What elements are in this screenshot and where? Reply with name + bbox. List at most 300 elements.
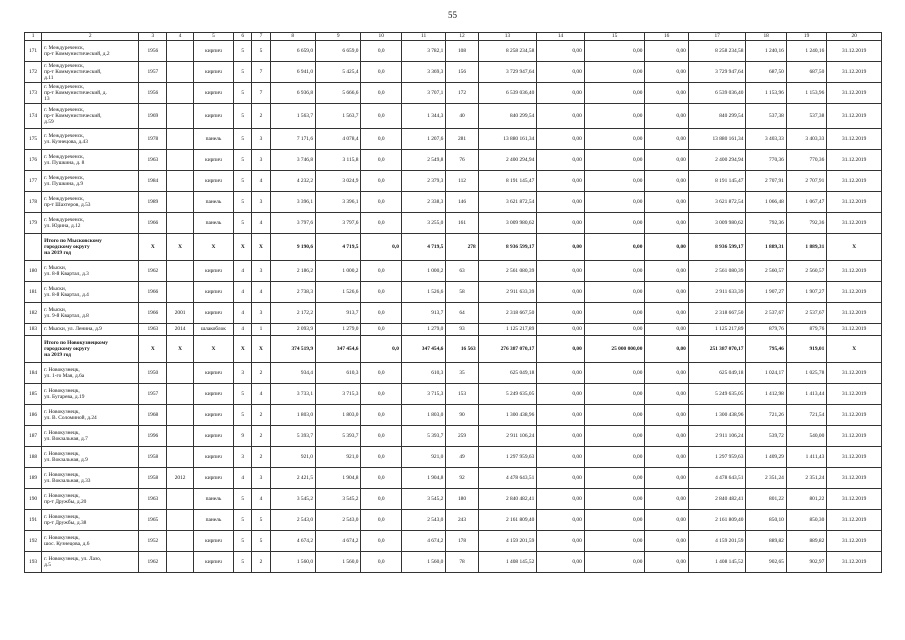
table-cell: 1 411,43	[786, 447, 826, 468]
address-cell: г. Мыски, ул. 9-й Квартал, д.8	[42, 303, 139, 324]
table-cell	[167, 531, 193, 552]
table-cell: X	[139, 234, 167, 261]
column-number: 13	[478, 33, 537, 41]
table-cell: 0,00	[584, 303, 645, 324]
table-cell: кирпич	[193, 104, 233, 129]
table-cell: 0,00	[584, 447, 645, 468]
table-cell: 5	[234, 531, 252, 552]
table-cell: 1 297 959,63	[478, 447, 537, 468]
table-row	[25, 129, 882, 150]
table-cell: 5 393,7	[401, 426, 445, 447]
table-cell: 180	[446, 489, 478, 510]
table-cell: 1 803,0	[316, 405, 361, 426]
table-cell: 2 561 080,39	[478, 261, 537, 282]
table-cell: 1957	[139, 62, 167, 83]
table-cell: X	[167, 234, 193, 261]
table-cell: 31.12.2019	[827, 192, 882, 213]
table-cell: 171	[25, 41, 42, 62]
column-number: 3	[139, 33, 167, 41]
table-cell: 0,00	[584, 363, 645, 384]
table-cell	[167, 552, 193, 573]
table-cell: 1 300 438,96	[478, 405, 537, 426]
column-number: 4	[167, 33, 193, 41]
table-cell: 0,00	[584, 261, 645, 282]
table-cell: 0,00	[537, 552, 584, 573]
table-cell: 2 318 667,50	[478, 303, 537, 324]
table-cell: 0,0	[361, 447, 401, 468]
table-cell: 278	[446, 234, 478, 261]
address-cell: г. Новокузнецк, ул. Лазо, д.5	[42, 552, 139, 573]
table-cell: 1 907,27	[746, 282, 786, 303]
table-cell: 0,00	[537, 192, 584, 213]
address-cell: г. Междуреченск, ул. Кузнецова, д.43	[42, 129, 139, 150]
table-cell: 1 024,17	[746, 363, 786, 384]
table-cell: 919,01	[786, 336, 826, 363]
table-cell: 1 413,44	[786, 384, 826, 405]
address-cell: г. Новокузнецк, пр-т Дружбы, д.38	[42, 510, 139, 531]
table-cell: 0,00	[645, 83, 688, 104]
table-cell: 25 000 000,00	[584, 336, 645, 363]
table-cell: 3 729 947,64	[478, 62, 537, 83]
table-cell: 0,00	[584, 150, 645, 171]
table-cell: 0,00	[645, 405, 688, 426]
table-cell: 0,00	[645, 192, 688, 213]
table-cell: 1 125 217,89	[478, 324, 537, 336]
table-cell: 0,00	[537, 336, 584, 363]
table-cell: 31.12.2019	[827, 261, 882, 282]
table-cell: 3 369,3	[401, 62, 445, 83]
table-cell: 1956	[139, 41, 167, 62]
table-cell: 31.12.2019	[827, 447, 882, 468]
table-cell: 1 279,0	[401, 324, 445, 336]
table-cell: 0,0	[361, 384, 401, 405]
table-cell: 1963	[139, 489, 167, 510]
table-row	[25, 531, 882, 552]
table-cell: кирпич	[193, 41, 233, 62]
table-cell: 0,00	[537, 363, 584, 384]
table-cell: 0,00	[645, 150, 688, 171]
column-number: 9	[316, 33, 361, 41]
table-cell: 2 351,24	[786, 468, 826, 489]
table-cell	[167, 282, 193, 303]
address-cell: г. Междуреченск, пр-т Коммунистический, д.11	[42, 62, 139, 83]
table-cell: 5	[234, 384, 252, 405]
table-cell: 0,0	[361, 192, 401, 213]
table-cell: 537,38	[746, 104, 786, 129]
table-cell: 1 344,3	[401, 104, 445, 129]
subtotal-row	[25, 336, 882, 363]
address-cell: г. Междуреченск, пр-т Коммунистический, д. 13	[42, 83, 139, 104]
table-cell: 186	[25, 405, 42, 426]
table-cell: 0,00	[584, 405, 645, 426]
table-cell: 2001	[167, 303, 193, 324]
table-row	[25, 171, 882, 192]
table-cell	[167, 363, 193, 384]
table-cell: 0,00	[645, 489, 688, 510]
table-cell: 921,0	[316, 447, 361, 468]
table-cell: 2 093,9	[270, 324, 315, 336]
table-cell: 3 782,1	[401, 41, 445, 62]
table-cell: 2 840 482,41	[478, 489, 537, 510]
table-cell: 2 161 809,40	[688, 510, 746, 531]
table-cell: X	[252, 234, 270, 261]
table-row	[25, 324, 882, 336]
table-cell: 78	[446, 552, 478, 573]
table-cell: 539,72	[746, 426, 786, 447]
table-cell	[167, 510, 193, 531]
table-cell: 0,0	[361, 531, 401, 552]
table-cell: 2014	[167, 324, 193, 336]
table-cell: 49	[446, 447, 478, 468]
table-cell: 0,00	[537, 426, 584, 447]
table-row	[25, 510, 882, 531]
table-cell	[167, 41, 193, 62]
table-cell: 31.12.2019	[827, 384, 882, 405]
table-cell: 1 904,8	[401, 468, 445, 489]
table-cell	[167, 129, 193, 150]
table-cell: 1958	[139, 468, 167, 489]
table-cell: 0,00	[645, 447, 688, 468]
table-cell: 6 659,0	[270, 41, 315, 62]
table-cell: 5	[252, 531, 270, 552]
table-row	[25, 62, 882, 83]
table-cell: 0,00	[584, 83, 645, 104]
table-cell: 0,00	[537, 129, 584, 150]
table-cell: 625 049,18	[478, 363, 537, 384]
table-cell: 3 396,1	[316, 192, 361, 213]
table-cell: 1 412,98	[746, 384, 786, 405]
table-cell: 1 803,0	[270, 405, 315, 426]
table-cell: 2 911 633,39	[478, 282, 537, 303]
table-cell: 0,0	[361, 83, 401, 104]
table-cell: 0,00	[645, 282, 688, 303]
table-cell: 1 889,31	[746, 234, 786, 261]
table-cell: 850,10	[746, 510, 786, 531]
table-cell: 156	[446, 62, 478, 83]
table-cell: 0,0	[361, 104, 401, 129]
table-cell: 0,00	[537, 171, 584, 192]
table-cell: 4	[234, 282, 252, 303]
table-cell: 0,0	[361, 405, 401, 426]
table-cell: 31.12.2019	[827, 531, 882, 552]
table-cell: 2 707,91	[746, 171, 786, 192]
table-cell: 3 009 980,62	[688, 213, 746, 234]
column-number: 18	[746, 33, 786, 41]
table-cell: 879,76	[746, 324, 786, 336]
table-cell: шлакоблок	[193, 324, 233, 336]
subtotal-row	[25, 234, 882, 261]
table-cell: 0,0	[361, 324, 401, 336]
table-cell: 721,26	[746, 405, 786, 426]
address-cell: г. Междуреченск, пр-т Коммунистический, д.59	[42, 104, 139, 129]
table-cell: 347 454,6	[401, 336, 445, 363]
table-cell: 6 659,0	[316, 41, 361, 62]
table-cell: 3 396,1	[270, 192, 315, 213]
table-cell: 1 025,78	[786, 363, 826, 384]
table-cell: 2	[252, 405, 270, 426]
table-row	[25, 303, 882, 324]
table-cell: 0,00	[584, 62, 645, 83]
table-cell: 0,00	[645, 171, 688, 192]
table-cell: 0,00	[537, 405, 584, 426]
table-cell: 4	[252, 489, 270, 510]
table-row	[25, 447, 882, 468]
table-cell: 1989	[139, 192, 167, 213]
address-cell: г. Новокузнецк, ул. Вокзальная, д.7	[42, 426, 139, 447]
table-cell: 3 746,8	[270, 150, 315, 171]
table-cell: 1 300 438,96	[688, 405, 746, 426]
table-row	[25, 192, 882, 213]
column-number: 10	[361, 33, 401, 41]
table-cell: кирпич	[193, 363, 233, 384]
table-cell	[167, 405, 193, 426]
table-cell: 185	[25, 384, 42, 405]
table-cell: 4	[234, 324, 252, 336]
table-cell: 0,00	[537, 468, 584, 489]
table-cell: 153	[446, 384, 478, 405]
table-cell: 259	[446, 426, 478, 447]
table-cell: кирпич	[193, 552, 233, 573]
table-row	[25, 83, 882, 104]
table-row	[25, 261, 882, 282]
table-cell: кирпич	[193, 261, 233, 282]
table-cell: 4 719,5	[401, 234, 445, 261]
table-cell: 4 674,2	[401, 531, 445, 552]
table-row	[25, 552, 882, 573]
table-cell: 172	[25, 62, 42, 83]
table-cell: 0,0	[361, 171, 401, 192]
table-cell: 1	[252, 324, 270, 336]
table-cell: 1 907,27	[786, 282, 826, 303]
table-cell: 176	[25, 150, 42, 171]
table-cell: 3 729 947,64	[688, 62, 746, 83]
table-row	[25, 282, 882, 303]
table-cell: 0,0	[361, 426, 401, 447]
table-cell: 3	[252, 261, 270, 282]
table-cell: 251 387 070,17	[688, 336, 746, 363]
table-cell: панель	[193, 129, 233, 150]
table-cell: 934,4	[270, 363, 315, 384]
table-cell: 1 408 145,52	[478, 552, 537, 573]
table-cell: 16 563	[446, 336, 478, 363]
table-cell: 1 563,7	[316, 104, 361, 129]
table-cell: 6 539 036,40	[688, 83, 746, 104]
table-cell: 174	[25, 104, 42, 129]
table-cell: 5 393,7	[316, 426, 361, 447]
table-cell	[167, 447, 193, 468]
table-cell: 2 537,67	[786, 303, 826, 324]
table-cell: 4 674,2	[316, 531, 361, 552]
column-number: 19	[786, 33, 826, 41]
table-cell: 0,00	[537, 150, 584, 171]
table-cell: 1 803,0	[401, 405, 445, 426]
table-cell: 31.12.2019	[827, 324, 882, 336]
table-cell	[167, 261, 193, 282]
table-cell: 0,00	[537, 531, 584, 552]
table-cell: 0,00	[584, 171, 645, 192]
table-cell: 31.12.2019	[827, 426, 882, 447]
table-cell: кирпич	[193, 171, 233, 192]
table-cell: 7 171,6	[270, 129, 315, 150]
column-number: 17	[688, 33, 746, 41]
address-cell: г. Новокузнецк, ул. 1-го Мая, д.6а	[42, 363, 139, 384]
table-row	[25, 468, 882, 489]
table-cell: 7	[252, 62, 270, 83]
table-cell: 5	[234, 405, 252, 426]
table-cell: 183	[25, 324, 42, 336]
table-cell	[167, 426, 193, 447]
table-cell: 1 066,48	[746, 192, 786, 213]
table-cell: X	[193, 234, 233, 261]
table-cell: кирпич	[193, 405, 233, 426]
table-cell: 4	[252, 282, 270, 303]
table-cell: 58	[446, 282, 478, 303]
table-cell: 63	[446, 261, 478, 282]
table-cell: 4	[234, 261, 252, 282]
table-cell: 0,00	[645, 468, 688, 489]
table-cell: 3	[234, 447, 252, 468]
table-cell: 5	[234, 510, 252, 531]
table-cell: 6 539 036,40	[478, 83, 537, 104]
table-cell: 189	[25, 468, 42, 489]
table-cell: 181	[25, 282, 42, 303]
table-cell: 8 258 234,58	[688, 41, 746, 62]
table-cell: 1 409,29	[746, 447, 786, 468]
table-cell: 3 115,8	[316, 150, 361, 171]
table-cell: 0,00	[537, 510, 584, 531]
table-cell: 1 279,0	[316, 324, 361, 336]
table-cell: 31.12.2019	[827, 171, 882, 192]
table-cell: X	[827, 336, 882, 363]
table-cell: 1996	[139, 426, 167, 447]
table-cell: 2 543,0	[316, 510, 361, 531]
table-cell: 0,00	[645, 324, 688, 336]
table-cell: 889,82	[786, 531, 826, 552]
table-cell: 687,50	[786, 62, 826, 83]
table-cell: 5 666,6	[316, 83, 361, 104]
table-cell: 0,00	[584, 324, 645, 336]
table-cell: 179	[25, 213, 42, 234]
table-cell: 0,0	[361, 552, 401, 573]
table-cell: 2	[252, 426, 270, 447]
table-cell: 2 318 667,50	[688, 303, 746, 324]
table-cell: 3	[252, 468, 270, 489]
table-cell: кирпич	[193, 531, 233, 552]
table-cell: 0,00	[645, 41, 688, 62]
table-row	[25, 405, 882, 426]
table-cell: 921,0	[401, 447, 445, 468]
table-cell: 0,0	[361, 129, 401, 150]
table-cell: 3 403,33	[746, 129, 786, 150]
table-cell: 184	[25, 363, 42, 384]
table-cell: 721,54	[786, 405, 826, 426]
table-cell	[167, 489, 193, 510]
table-cell: 2	[252, 552, 270, 573]
table-row	[25, 41, 882, 62]
table-cell	[167, 62, 193, 83]
table-cell: 1 153,96	[746, 83, 786, 104]
table-cell: 4	[252, 213, 270, 234]
column-number: 16	[645, 33, 688, 41]
table-cell: 5	[234, 552, 252, 573]
table-cell: 190	[25, 489, 42, 510]
table-cell	[25, 336, 42, 363]
table-cell: 537,38	[786, 104, 826, 129]
table-cell: 0,0	[361, 261, 401, 282]
table-cell: кирпич	[193, 303, 233, 324]
table-cell: 193	[25, 552, 42, 573]
table-cell: 902,97	[786, 552, 826, 573]
address-cell: г. Мыски, ул. 8-й Квартал, д.3	[42, 261, 139, 282]
table-cell: 0,00	[645, 104, 688, 129]
table-cell: 540,00	[786, 426, 826, 447]
table-cell: 2 338,3	[401, 192, 445, 213]
address-cell: г. Междуреченск, ул. Юдина, д.12	[42, 213, 139, 234]
table-cell: 0,0	[361, 489, 401, 510]
table-cell: 1 240,16	[786, 41, 826, 62]
table-cell	[167, 171, 193, 192]
table-cell: 0,00	[537, 83, 584, 104]
table-cell: 3 621 872,54	[688, 192, 746, 213]
table-cell: 0,0	[361, 468, 401, 489]
table-cell: 182	[25, 303, 42, 324]
table-row	[25, 384, 882, 405]
table-row	[25, 426, 882, 447]
column-number: 1	[25, 33, 42, 41]
table-cell: 3 715,3	[401, 384, 445, 405]
table-cell: 1966	[139, 303, 167, 324]
table-cell: 0,00	[584, 282, 645, 303]
table-cell: X	[167, 336, 193, 363]
table-cell: 3 621 872,54	[478, 192, 537, 213]
table-cell: 1 000,2	[316, 261, 361, 282]
table-cell: 1958	[139, 447, 167, 468]
table-cell: 0,00	[537, 324, 584, 336]
table-cell: 0,00	[537, 62, 584, 83]
table-cell: 9 190,6	[270, 234, 315, 261]
table-cell: 8 191 145,47	[478, 171, 537, 192]
table-cell: 0,00	[584, 41, 645, 62]
table-cell: 0,00	[537, 489, 584, 510]
table-cell: 0,00	[645, 62, 688, 83]
table-cell: 1 240,16	[746, 41, 786, 62]
table-cell: 5	[234, 104, 252, 129]
table-cell: 2 560,57	[786, 261, 826, 282]
table-cell: 1 526,6	[316, 282, 361, 303]
table-cell: 31.12.2019	[827, 303, 882, 324]
table-cell: 243	[446, 510, 478, 531]
table-cell: 0,0	[361, 234, 401, 261]
table-cell: 2 561 080,39	[688, 261, 746, 282]
table-cell: 7	[252, 83, 270, 104]
table-cell: 0,00	[645, 303, 688, 324]
table-cell: X	[234, 234, 252, 261]
table-cell: 93	[446, 324, 478, 336]
table-row	[25, 489, 882, 510]
table-cell: 3 255,0	[401, 213, 445, 234]
table-cell: 3	[234, 363, 252, 384]
table-cell: 8 191 145,47	[688, 171, 746, 192]
table-cell: 40	[446, 104, 478, 129]
table-cell: 0,0	[361, 150, 401, 171]
table-cell: 1 297 959,63	[688, 447, 746, 468]
table-cell: 2 421,5	[270, 468, 315, 489]
table-cell: 0,00	[645, 510, 688, 531]
table-cell: X	[252, 336, 270, 363]
table-cell: 0,00	[584, 531, 645, 552]
address-cell: г. Новокузнецк, ул. Бугарева, д.19	[42, 384, 139, 405]
table-cell: 2 911 633,39	[688, 282, 746, 303]
